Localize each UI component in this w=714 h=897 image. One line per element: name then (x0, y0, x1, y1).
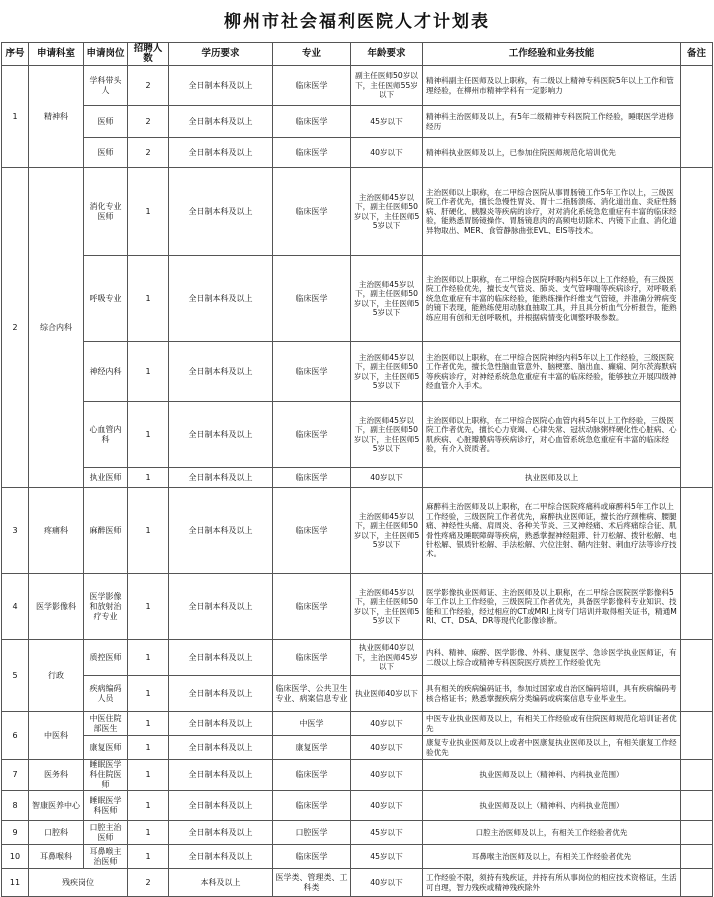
cell-post: 睡眠医学科住院医师 (84, 760, 128, 791)
cell-major: 临床医学 (273, 342, 351, 402)
cell-dept: 智康医养中心 (29, 791, 84, 821)
cell-note (681, 574, 713, 640)
header-cell: 年龄要求 (351, 43, 423, 66)
cell-dept: 医务科 (29, 760, 84, 791)
cell-count: 2 (128, 138, 169, 168)
cell-major: 临床医学 (273, 574, 351, 640)
cell-dept: 行政 (29, 640, 84, 712)
cell-count: 1 (128, 712, 169, 736)
header-cell: 招聘人数 (128, 43, 169, 66)
header-cell: 学历要求 (169, 43, 273, 66)
table-row (2, 402, 713, 468)
cell-skill: 耳鼻喉主治医师及以上，有相关工作经验者优先 (423, 845, 681, 869)
cell-major: 临床医学 (273, 845, 351, 869)
cell-major: 临床医学、公共卫生专业、病案信息专业 (273, 676, 351, 712)
table-row (2, 468, 713, 488)
table-row (2, 256, 713, 342)
cell-major: 临床医学 (273, 168, 351, 256)
table-row (2, 676, 713, 712)
table-row (2, 66, 713, 106)
cell-major: 临床医学 (273, 402, 351, 468)
cell-no: 4 (2, 574, 29, 640)
cell-dept: 中医科 (29, 712, 84, 760)
header-cell: 申请岗位 (84, 43, 128, 66)
cell-edu: 全日制本科及以上 (169, 640, 273, 676)
cell-edu: 全日制本科及以上 (169, 138, 273, 168)
cell-age: 40岁以下 (351, 869, 423, 897)
cell-major: 临床医学 (273, 640, 351, 676)
cell-note (681, 640, 713, 712)
cell-dept: 耳鼻喉科 (29, 845, 84, 869)
cell-skill: 执业医师及以上（精神科、内科执业范围） (423, 791, 681, 821)
cell-count: 1 (128, 845, 169, 869)
cell-no: 11 (2, 869, 29, 897)
cell-note (681, 760, 713, 791)
cell-skill: 医学影像执业医师证、主治医师及以上职称，在二甲综合医院医学影像科5年工作以上工作经验，三级医院工作者优先，具备医学影像科专业知识、技能和工作经验，经过相应的CT或MRI上岗专门培训并取得相关证书，精通MRI、CT、DSA、DR等现代化影像诊断。 (423, 574, 681, 640)
cell-edu: 全日制本科及以上 (169, 676, 273, 712)
cell-skill: 具有相关的疾病编码证书，参加过国家或自治区编码培训，具有疾病编码考核合格证书；熟悉掌握疾病分类编码或病案信息专业毕业生。 (423, 676, 681, 712)
cell-post: 心血管内科 (84, 402, 128, 468)
cell-skill: 口腔主治医师及以上，有相关工作经验者优先 (423, 821, 681, 845)
cell-post: 神经内科 (84, 342, 128, 402)
cell-post: 中医住院部医生 (84, 712, 128, 736)
cell-count: 1 (128, 574, 169, 640)
cell-count: 1 (128, 736, 169, 760)
cell-skill: 主治医师以上职称，在二甲综合医院呼吸内科5年以上工作经验，有三级医院工作经验优先，擅长支气管炎、肺炎、支气管哮喘等疾病诊疗，对呼吸系统急危重症有丰富的临床经验，能熟练操作纤维支气管镜，并准确分辨病变的镜下表现，能熟练使用动脉血抽取工具，并且具分析血气分析报告，能熟练应用有创和无创呼吸机，并根据病情变化调整呼吸参数。 (423, 256, 681, 342)
cell-edu: 全日制本科及以上 (169, 791, 273, 821)
cell-major: 临床医学 (273, 256, 351, 342)
cell-skill: 麻醉科主治医师及以上职称，在二甲综合医院疼痛科或麻醉科5年工作以上工作经验，三级医院工作者优先，麻醉执业医师证，擅长治疗颈椎病、腰腿痛、神经性头痛、肩周炎、各种关节炎、三叉神经痛、术后疼痛综合征、肌骨性疼痛及睡眠障碍等疾病，熟悉掌握神经阻滞、针刀松解、拨针松解、电针松解、银质针松解、手法松解、穴位注射、鞘内注射、刺血疗法等诊疗技术。 (423, 488, 681, 574)
cell-note (681, 712, 713, 760)
header-cell: 申请科室 (29, 43, 84, 66)
cell-no: 6 (2, 712, 29, 760)
document-title: 柳州市社会福利医院人才计划表 (224, 12, 490, 32)
recruitment-table (1, 42, 713, 897)
cell-skill: 主治医师以上职称，在二甲综合医院心血管内科5年以上工作经验，三级医院工作者优先，擅长心力衰竭、心律失常、冠状动脉粥样硬化性心脏病、心肌疾病、心脏瓣膜病等疾病诊疗，对心血管系统急危重症有丰富的临床经验，有介入资质者。 (423, 402, 681, 468)
header-cell: 工作经验和业务技能 (423, 43, 681, 66)
cell-age: 执业医师40岁以下 (351, 676, 423, 712)
cell-dept: 残疾岗位 (29, 869, 128, 897)
cell-skill: 执业医师及以上 (423, 468, 681, 488)
cell-count: 1 (128, 821, 169, 845)
cell-note (681, 168, 713, 488)
cell-major: 医学类、管理类、工科类 (273, 869, 351, 897)
cell-no: 8 (2, 791, 29, 821)
cell-age: 副主任医师50岁以下，主任医师55岁以下 (351, 66, 423, 106)
cell-edu: 全日制本科及以上 (169, 66, 273, 106)
cell-no: 7 (2, 760, 29, 791)
cell-edu: 全日制本科及以上 (169, 488, 273, 574)
cell-age: 40岁以下 (351, 468, 423, 488)
cell-major: 临床医学 (273, 106, 351, 138)
cell-age: 40岁以下 (351, 736, 423, 760)
cell-count: 2 (128, 66, 169, 106)
cell-age: 40岁以下 (351, 791, 423, 821)
cell-major: 临床医学 (273, 66, 351, 106)
cell-edu: 全日制本科及以上 (169, 468, 273, 488)
table-row (2, 488, 713, 574)
cell-edu: 全日制本科及以上 (169, 342, 273, 402)
cell-post: 耳鼻喉主治医师 (84, 845, 128, 869)
cell-edu: 全日制本科及以上 (169, 402, 273, 468)
cell-post: 口腔主治医师 (84, 821, 128, 845)
cell-edu: 本科及以上 (169, 869, 273, 897)
cell-count: 1 (128, 488, 169, 574)
cell-skill: 主治医师以上职称，在二甲综合医院神经内科5年以上工作经验，三级医院工作者优先，擅长急性脑血管意外、脑梗塞、脑出血、癫痫、阿尔茨海默病等疾病诊疗，对神经系统急危重症有丰富的临床经验，能够独立开展四级神经血管介入手术。 (423, 342, 681, 402)
cell-edu: 全日制本科及以上 (169, 736, 273, 760)
cell-dept: 医学影像科 (29, 574, 84, 640)
cell-post: 疾病编码人员 (84, 676, 128, 712)
table-row (2, 640, 713, 676)
cell-edu: 全日制本科及以上 (169, 106, 273, 138)
cell-no: 10 (2, 845, 29, 869)
cell-post: 医师 (84, 138, 128, 168)
cell-note (681, 821, 713, 845)
table-row (2, 168, 713, 256)
cell-edu: 全日制本科及以上 (169, 712, 273, 736)
cell-no: 3 (2, 488, 29, 574)
cell-post: 执业医师 (84, 468, 128, 488)
cell-major: 口腔医学 (273, 821, 351, 845)
cell-skill: 工作经验不限，须持有残疾证，并持有所从事岗位的相应技术资格证，生活可自理，智力残疾或精神残疾除外 (423, 869, 681, 897)
table-row (2, 736, 713, 760)
cell-no: 9 (2, 821, 29, 845)
table-row (2, 845, 713, 869)
cell-count: 1 (128, 791, 169, 821)
cell-count: 1 (128, 468, 169, 488)
cell-no: 1 (2, 66, 29, 168)
cell-post: 康复医师 (84, 736, 128, 760)
cell-dept: 口腔科 (29, 821, 84, 845)
table-row (2, 760, 713, 791)
cell-count: 1 (128, 256, 169, 342)
header-cell: 专业 (273, 43, 351, 66)
table-row (2, 712, 713, 736)
cell-dept: 精神科 (29, 66, 84, 168)
table-row (2, 791, 713, 821)
cell-count: 1 (128, 676, 169, 712)
cell-age: 主治医师45岁以下，副主任医师50岁以下，主任医师55岁以下 (351, 488, 423, 574)
cell-note (681, 845, 713, 869)
cell-edu: 全日制本科及以上 (169, 760, 273, 791)
cell-skill: 执业医师及以上（精神科、内科执业范围） (423, 760, 681, 791)
cell-age: 执业医师40岁以下，主治医师45岁以下 (351, 640, 423, 676)
cell-age: 45岁以下 (351, 106, 423, 138)
cell-major: 临床医学 (273, 791, 351, 821)
cell-post: 医师 (84, 106, 128, 138)
cell-major: 中医学 (273, 712, 351, 736)
cell-edu: 全日制本科及以上 (169, 168, 273, 256)
cell-dept: 疼痛科 (29, 488, 84, 574)
table-row (2, 821, 713, 845)
cell-post: 学科带头人 (84, 66, 128, 106)
cell-major: 临床医学 (273, 488, 351, 574)
cell-age: 主治医师45岁以下，副主任医师50岁以下，主任医师55岁以下 (351, 256, 423, 342)
cell-note (681, 869, 713, 897)
cell-skill: 精神科副主任医师及以上职称，有二级以上精神专科医院5年以上工作和管理经验，在柳州市精神学科有一定影响力 (423, 66, 681, 106)
cell-skill: 主治医师以上职称，在二甲综合医院从事胃肠镜工作5年工作以上，三级医院工作者优先，擅长急慢性胃炎、胃十二指肠溃疡、消化道出血、炎症性肠病、肝硬化、胰腺炎等疾病的诊疗，对对消化系统急危重症有丰富的临床经验，能熟悉胃肠镜操作、胃肠镜息肉的高频电切除术、内镜下止血、消化道异物取出、MER、食管静脉曲张EVL、EIS等技术。 (423, 168, 681, 256)
cell-age: 45岁以下 (351, 821, 423, 845)
cell-note (681, 66, 713, 168)
cell-post: 睡眠医学科医师 (84, 791, 128, 821)
cell-skill: 内科、精神、麻醉、医学影像、外科、康复医学、急诊医学执业医师证，有二级以上综合或精神专科医院医疗质控工作经验优先 (423, 640, 681, 676)
cell-major: 临床医学 (273, 468, 351, 488)
cell-count: 1 (128, 342, 169, 402)
cell-skill: 精神科执业医师及以上，已参加住院医师规范化培训优先 (423, 138, 681, 168)
cell-count: 1 (128, 402, 169, 468)
cell-age: 40岁以下 (351, 760, 423, 791)
cell-post: 呼吸专业 (84, 256, 128, 342)
cell-skill: 中医专业执业医师及以上，有相关工作经验或有住院医师规范化培训证者优先 (423, 712, 681, 736)
cell-count: 2 (128, 869, 169, 897)
cell-post: 医学影像和放射治疗专业 (84, 574, 128, 640)
table-row (2, 869, 713, 897)
cell-major: 临床医学 (273, 138, 351, 168)
table-row (2, 574, 713, 640)
cell-count: 1 (128, 640, 169, 676)
cell-no: 2 (2, 168, 29, 488)
cell-age: 主治医师45岁以下，副主任医师50岁以下，主任医师55岁以下 (351, 342, 423, 402)
cell-major: 临床医学 (273, 760, 351, 791)
cell-dept: 综合内科 (29, 168, 84, 488)
cell-age: 主治医师45岁以下，副主任医师50岁以下，主任医师55岁以下 (351, 168, 423, 256)
cell-major: 康复医学 (273, 736, 351, 760)
cell-skill: 精神科主治医师及以上，有5年二级精神专科医院工作经验，睡眠医学进修经历 (423, 106, 681, 138)
cell-edu: 全日制本科及以上 (169, 256, 273, 342)
cell-age: 45岁以下 (351, 845, 423, 869)
cell-age: 40岁以下 (351, 138, 423, 168)
header-cell: 备注 (681, 43, 713, 66)
header-row (2, 43, 713, 66)
table-row (2, 138, 713, 168)
cell-edu: 全日制本科及以上 (169, 821, 273, 845)
cell-age: 主治医师45岁以下，副主任医师50岁以下，主任医师55岁以下 (351, 402, 423, 468)
cell-post: 麻醉医师 (84, 488, 128, 574)
table-row (2, 342, 713, 402)
cell-edu: 全日制本科及以上 (169, 574, 273, 640)
cell-note (681, 791, 713, 821)
cell-no: 5 (2, 640, 29, 712)
cell-note (681, 488, 713, 574)
cell-count: 1 (128, 760, 169, 791)
cell-age: 40岁以下 (351, 712, 423, 736)
cell-age: 主治医师45岁以下，副主任医师50岁以下，主任医师55岁以下 (351, 574, 423, 640)
header-cell: 序号 (2, 43, 29, 66)
cell-count: 1 (128, 168, 169, 256)
cell-edu: 全日制本科及以上 (169, 845, 273, 869)
cell-skill: 康复专业执业医师及以上或者中医康复执业医师及以上，有相关康复工作经验优先 (423, 736, 681, 760)
cell-post: 消化专业医师 (84, 168, 128, 256)
cell-post: 质控医师 (84, 640, 128, 676)
cell-count: 2 (128, 106, 169, 138)
table-row (2, 106, 713, 138)
